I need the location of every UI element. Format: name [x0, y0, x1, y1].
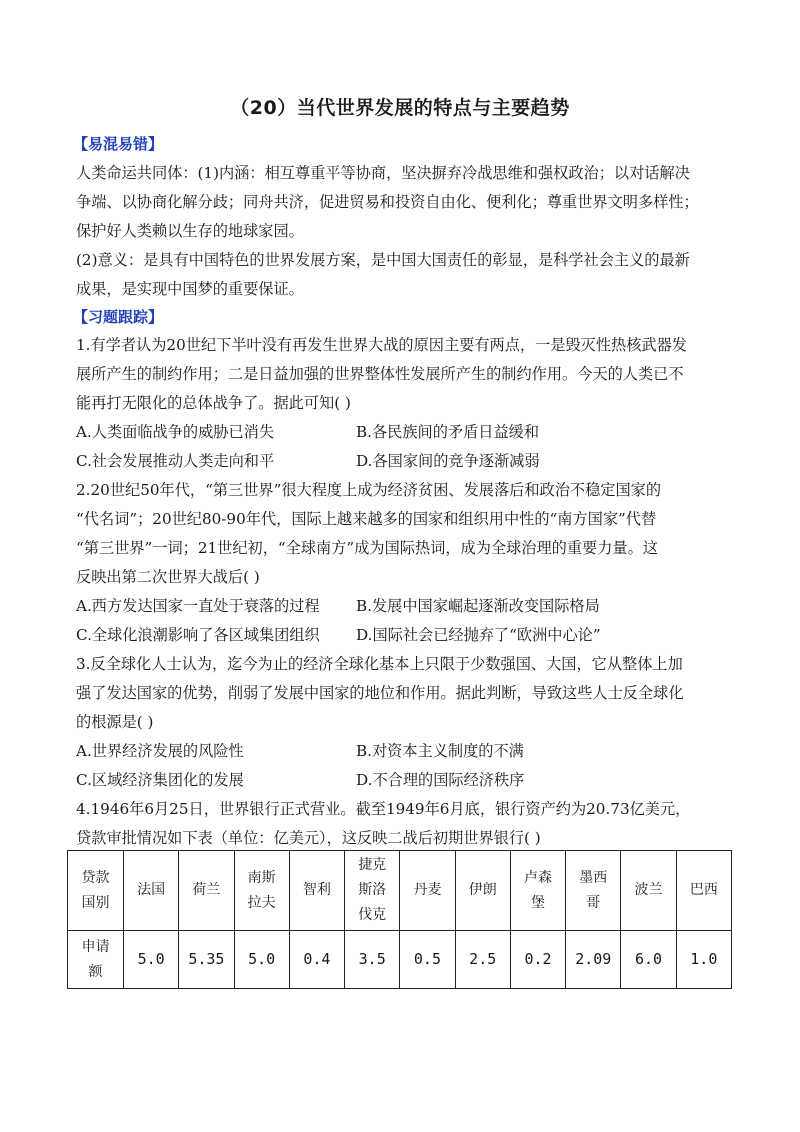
q2-line: 2.20世纪50年代，“第三世界”很大程度上成为经济贫困、发展落后和政治不稳定国家的 [76, 481, 662, 499]
q2-option-a: A.西方发达国家一直处于衰落的过程 [76, 597, 320, 615]
amount-cell: 2.5 [455, 931, 510, 989]
country-cell: 墨西 哥 [566, 851, 621, 931]
q2-option-d: D.国际社会已经抛弃了“欧洲中心论” [356, 626, 601, 644]
q1-option-b: B.各民族间的矛盾日益缓和 [356, 423, 540, 441]
country-cell: 丹麦 [400, 851, 455, 931]
country-cell: 捷克 斯洛 伐克 [345, 851, 400, 931]
q4-line: 4.1946年6月25日，世界银行正式营业。截至1949年6月底，银行资产约为20.73亿美元， [76, 800, 691, 818]
country-cell: 智利 [289, 851, 344, 931]
q3-option-c: C.区域经济集团化的发展 [76, 771, 244, 789]
confusion-line: 人类命运共同体：(1)内涵：相互尊重平等协商，坚决摒弃冷战思维和强权政治；以对话解决 [76, 164, 690, 182]
section-practice-heading: 【习题跟踪】 [73, 308, 164, 326]
q1-line: 1.有学者认为20世纪下半叶没有再发生世界大战的原因主要有两点，一是毁灭性热核武器发 [76, 336, 687, 354]
country-cell: 荷兰 [179, 851, 234, 931]
loan-table-amount-row [68, 931, 732, 989]
q2-option-b: B.发展中国家崛起逐渐改变国际格局 [356, 597, 600, 615]
amount-cell: 5.35 [179, 931, 234, 989]
q3-line: 强了发达国家的优势，削弱了发展中国家的地位和作用。据此判断，导致这些人士反全球化 [76, 684, 684, 702]
row-header-amount: 申请 额 [68, 931, 124, 989]
confusion-line: 保护好人类赖以生存的地球家园。 [76, 222, 304, 240]
row-header-country: 贷款 国别 [68, 851, 124, 931]
amount-cell: 6.0 [621, 931, 676, 989]
confusion-line: (2)意义：是具有中国特色的世界发展方案，是中国大国责任的彰显，是科学社会主义的最新 [76, 251, 690, 269]
q1-option-d: D.各国家间的竞争逐渐减弱 [356, 452, 540, 470]
q3-option-d: D.不合理的国际经济秩序 [356, 771, 525, 789]
q2-line: 反映出第二次世界大战后( ) [76, 568, 260, 586]
q2-line: “第三世界”一词；21世纪初，“全球南方”成为国际热词，成为全球治理的重要力量。这 [76, 539, 658, 557]
loan-table-country-row [68, 851, 732, 931]
amount-cell: 2.09 [566, 931, 621, 989]
country-cell: 巴西 [676, 851, 731, 931]
q3-line: 的根源是( ) [76, 713, 154, 731]
q2-line: “代名词”；20世纪80-90年代，国际上越来越多的国家和组织用中性的“南方国家”代替 [76, 510, 657, 528]
loan-table [67, 850, 732, 989]
q4-line: 贷款审批情况如下表（单位：亿美元），这反映二战后初期世界银行( ) [76, 829, 541, 847]
q1-line: 展所产生的制约作用；二是日益加强的世界整体性发展所产生的制约作用。今天的人类已不 [76, 365, 684, 383]
amount-cell: 0.5 [400, 931, 455, 989]
confusion-line: 争端、以协商化解分歧；同舟共济，促进贸易和投资自由化、便利化；尊重世界文明多样性； [76, 193, 699, 211]
page-title: （20）当代世界发展的特点与主要趋势 [230, 97, 570, 119]
q3-option-a: A.世界经济发展的风险性 [76, 742, 244, 760]
confusion-line: 成果，是实现中国梦的重要保证。 [76, 280, 304, 298]
amount-cell: 0.2 [510, 931, 565, 989]
country-cell: 南斯 拉夫 [234, 851, 289, 931]
q3-line: 3.反全球化人士认为，迄今为止的经济全球化基本上只限于少数强国、大国，它从整体上加 [76, 655, 683, 673]
q1-option-a: A.人类面临战争的威胁已消失 [76, 423, 275, 441]
amount-cell: 0.4 [289, 931, 344, 989]
amount-cell: 5.0 [234, 931, 289, 989]
q1-option-c: C.社会发展推动人类走向和平 [76, 452, 275, 470]
amount-cell: 5.0 [124, 931, 179, 989]
q1-line: 能再打无限化的总体战争了。据此可知( ) [76, 394, 351, 412]
country-cell: 法国 [124, 851, 179, 931]
country-cell: 卢森 堡 [510, 851, 565, 931]
country-cell: 波兰 [621, 851, 676, 931]
section-confusion-heading: 【易混易错】 [73, 135, 164, 153]
country-cell: 伊朗 [455, 851, 510, 931]
amount-cell: 1.0 [676, 931, 731, 989]
q3-option-b: B.对资本主义制度的不满 [356, 742, 524, 760]
q2-option-c: C.全球化浪潮影响了各区域集团组织 [76, 626, 320, 644]
amount-cell: 3.5 [345, 931, 400, 989]
